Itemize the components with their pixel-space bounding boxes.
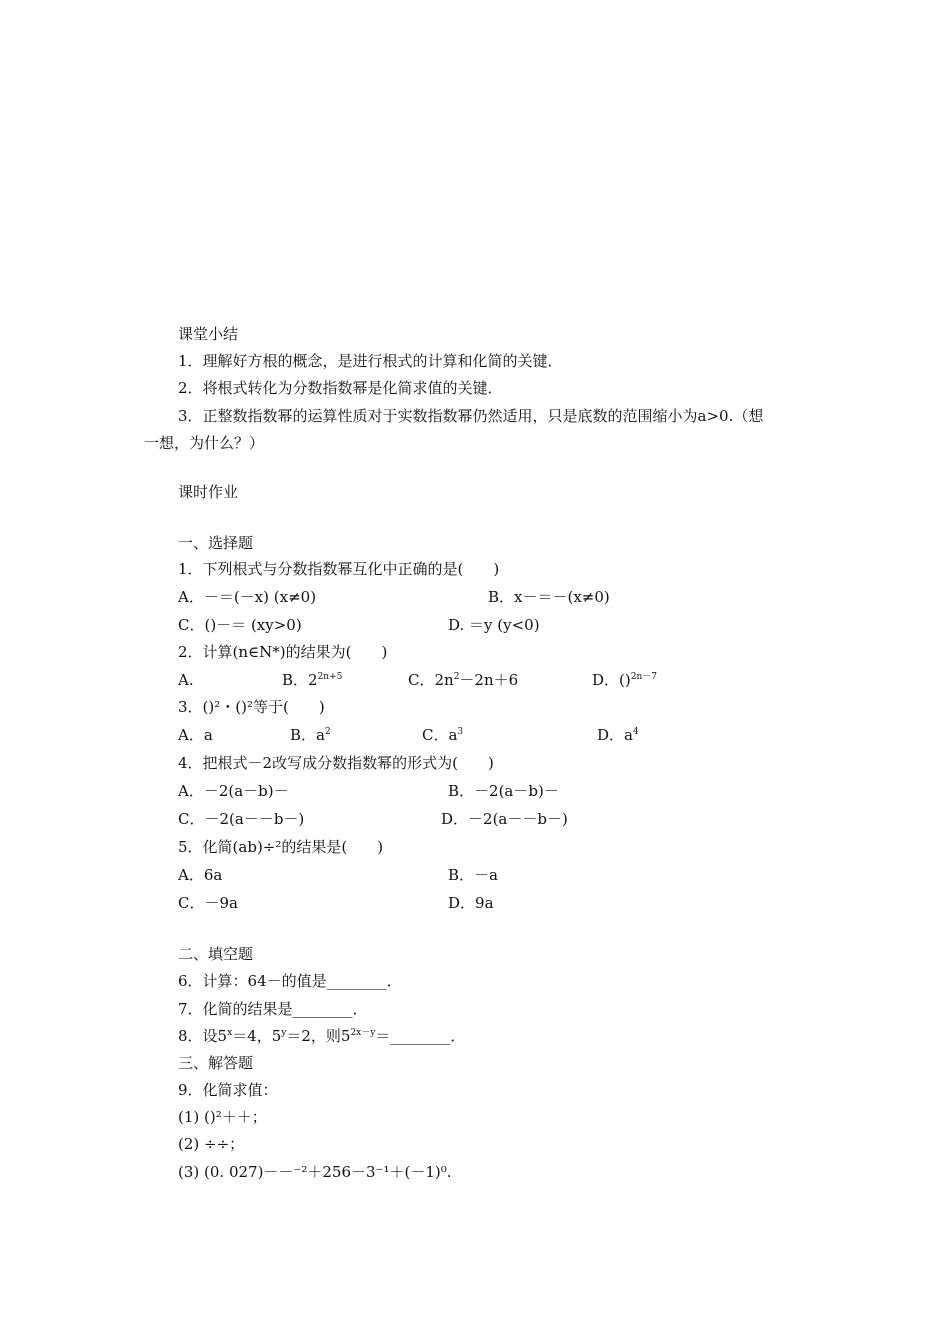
q4-option-a: A．－2(a－b)－ — [178, 782, 289, 800]
q7-text: 7．化简的结果是________． — [178, 1000, 368, 1018]
q5-option-b: B．－a — [448, 866, 498, 884]
q4-stem: 4．把根式－2改写成分数指数幂的形式为( ) — [178, 754, 494, 772]
summary-item-3-cont: 一想，为什么？） — [144, 434, 265, 452]
q5-option-d: D．9a — [448, 894, 494, 912]
section-fill-heading: 二、填空题 — [178, 945, 254, 963]
q1-option-b: B．x－＝－(x≠0) — [488, 588, 610, 606]
q2-option-d: D．()$^{2n-7}$ — [592, 671, 657, 689]
q4-option-c: C．－2(a－－b－) — [178, 810, 305, 828]
q5-option-a: A．6a — [178, 866, 223, 884]
q9-part-2: (2) ÷÷； — [178, 1135, 245, 1153]
q1-option-d: D. ＝y (y<0) — [448, 616, 540, 634]
q1-option-c: C．()－＝ (xy>0) — [178, 616, 302, 634]
q3-option-a: A．a — [178, 726, 213, 744]
q3-option-b: B．$a^2$ — [290, 726, 331, 744]
section-choice-heading: 一、选择题 — [178, 534, 254, 552]
q1-stem: 1．下列根式与分数指数幂互化中正确的是( ) — [178, 560, 500, 578]
q8-text: 8．设$5^x=4$，$5^y=2$，则$5^{2x-y}=\_\_\_\_\_\_\_\_$． — [178, 1027, 466, 1045]
q2-stem: 2．计算(n∈N*)的结果为( ) — [178, 643, 388, 661]
summary-item-3: 3．正整数指数幂的运算性质对于实数指数幂仍然适用，只是底数的范围缩小为a>0.（想 — [178, 407, 764, 425]
q9-part-1: (1) ()²＋＋； — [178, 1108, 267, 1126]
q3-option-d: D．$a^4$ — [597, 726, 639, 744]
q6-text: 6．计算：64－的值是________． — [178, 972, 402, 990]
q5-option-c: C．－9a — [178, 894, 238, 912]
q9-part-3: (3) (0. 027)－－⁻²＋256－3⁻¹＋(－1)⁰. — [178, 1163, 452, 1181]
q3-option-c: C．$a^3$ — [422, 726, 464, 744]
summary-item-1: 1．理解好方根的概念，是进行根式的计算和化简的关键． — [178, 352, 563, 370]
summary-heading: 课堂小结 — [178, 325, 239, 343]
q4-option-b: B．－2(a－b)－ — [448, 782, 559, 800]
q2-option-a: A. — [178, 671, 194, 689]
q1-option-a: A．－＝(－x) (x≠0) — [178, 588, 317, 606]
homework-heading: 课时作业 — [178, 483, 239, 501]
q3-stem: 3．()²・()²等于( ) — [178, 698, 325, 716]
q5-stem: 5．化简(ab)÷²的结果是( ) — [178, 838, 384, 856]
q2-option-b: B．$2^{2n+5}$ — [282, 671, 343, 689]
q2-option-c: C．$2n^2-2n+6$ — [408, 671, 519, 689]
section-solve-heading: 三、解答题 — [178, 1054, 254, 1072]
summary-item-2: 2．将根式转化为分数指数幂是化简求值的关键． — [178, 379, 503, 397]
q4-option-d: D．－2(a－－b－) — [441, 810, 568, 828]
q9-stem: 9．化简求值： — [178, 1081, 278, 1099]
